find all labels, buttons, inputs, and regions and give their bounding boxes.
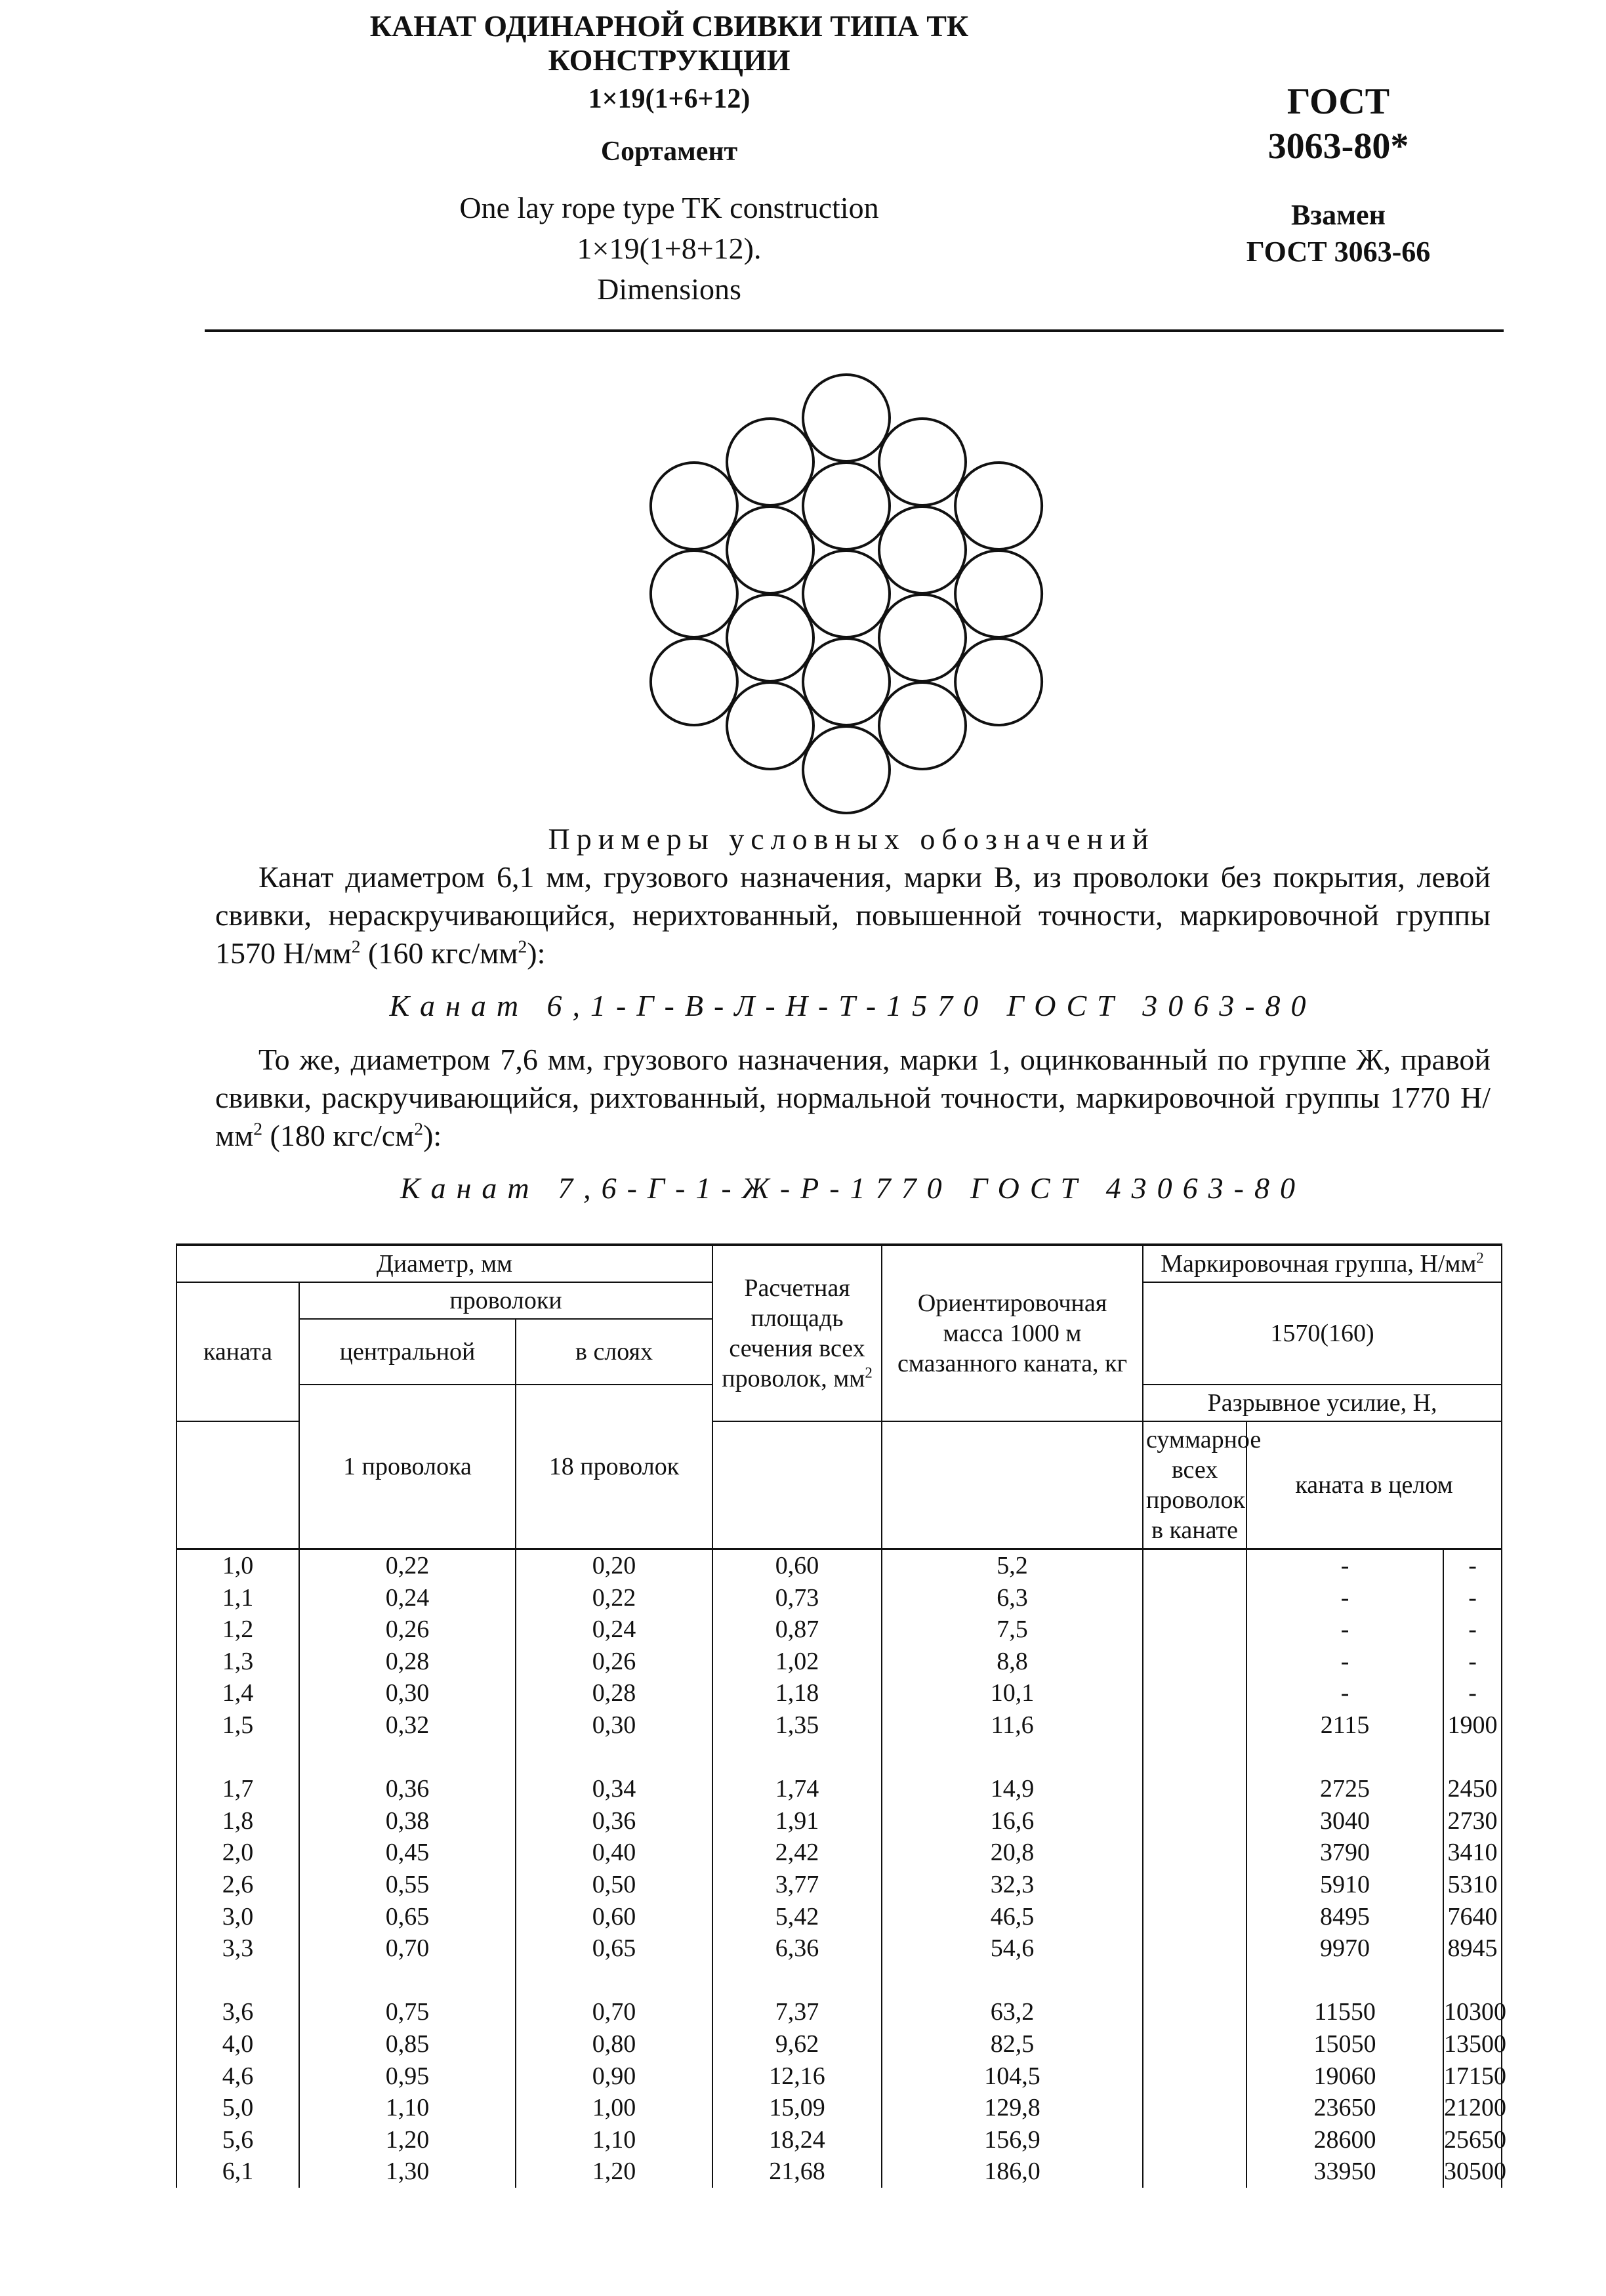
cell-blank [1143,1614,1246,1646]
cell-d: 6,1 [176,2156,299,2188]
header-rope: каната [176,1282,299,1421]
cell-d: 1,4 [176,1677,299,1709]
cell-c: 0,32 [299,1709,516,1742]
cell-s: 5910 [1246,1869,1443,1901]
title-line-1: КАНАТ ОДИНАРНОЙ СВИВКИ ТИПА ТК [369,9,969,43]
outer-layer-wire [727,682,813,769]
rope-specification-table [176,1243,1507,2188]
cell-d: 3,0 [176,1901,299,1933]
cell-d: 2,6 [176,1869,299,1901]
cell-blank [1143,2060,1246,2093]
outer-layer-wire [651,551,737,637]
table-row [176,1709,1502,1742]
cell-m: 10,1 [882,1677,1143,1709]
cell-m: 46,5 [882,1901,1143,1933]
header-wires: проволоки [299,1282,712,1319]
table-row [176,2028,1502,2060]
cell-s: - [1246,1646,1443,1678]
wire-group [651,375,1042,813]
table-spacer-row [176,1742,1502,1774]
cell-a: 1,18 [712,1677,882,1709]
cell-blank [1143,2156,1246,2188]
cell-r: - [1443,1677,1502,1709]
cell-a: 1,74 [712,1773,882,1805]
cell-blank [1143,1901,1246,1933]
table-row [176,2124,1502,2156]
cell-blank [1143,2092,1246,2124]
cell-d: 4,6 [176,2060,299,2093]
outer-layer-wire [879,419,966,505]
outer-layer-wire [651,463,737,549]
cell-a: 2,42 [712,1837,882,1869]
cell-l: 0,60 [516,1901,712,1933]
table-row [176,1646,1502,1678]
cell-blank [1143,1837,1246,1869]
cell-s: 33950 [1246,2156,1443,2188]
cell-c: 1,30 [299,2156,516,2188]
table-spacer-row [176,1965,1502,1997]
cell-r: - [1443,1614,1502,1646]
cell-m: 6,3 [882,1582,1143,1614]
header-blank [882,1421,1143,1549]
header-area: Расчетная площадь сечения всех проволок, $мм^2$ [712,1245,882,1421]
cell-c: 0,95 [299,2060,516,2093]
outer-layer-wire [727,419,813,505]
cell-l: 1,10 [516,2124,712,2156]
cell-a: 3,77 [712,1869,882,1901]
cell-s: - [1246,1549,1443,1582]
cell-blank [1143,1709,1246,1742]
table-row [176,1773,1502,1805]
cell-c: 0,24 [299,1582,516,1614]
cell-d: 1,1 [176,1582,299,1614]
cell-r: 10300 [1443,1996,1502,2028]
outer-layer-wire [955,463,1042,549]
table-row [176,1677,1502,1709]
header-rope-whole: каната в целом [1246,1421,1502,1549]
cell-d: 4,0 [176,2028,299,2060]
cell-blank [1143,1582,1246,1614]
header-mass: Ориентировочная масса 1000 м смазанного каната, кг [882,1245,1143,1421]
table-row [176,1901,1502,1933]
table-row [176,1614,1502,1646]
cell-s: - [1246,1582,1443,1614]
gost-label: ГОСТ [1287,81,1390,122]
header-divider [205,329,1504,332]
cell-blank [1143,1805,1246,1837]
cell-c: 0,65 [299,1901,516,1933]
examples-heading: Примеры условных обозначений [548,822,1155,856]
cell-s: 2115 [1246,1709,1443,1742]
replaces-standard: ГОСТ 3063-66 [1246,236,1431,268]
header-breaking-force: Разрывное усилие, Н, [1143,1385,1502,1421]
cell-blank [1143,1646,1246,1678]
cell-r: - [1443,1582,1502,1614]
cell-r: 30500 [1443,2156,1502,2188]
outer-layer-wire [955,638,1042,725]
example-1-text: Канат диаметром 6,1 мм, грузового назначения, марки В, из проволоки без покрытия, левой свивки, нераскручивающийся, нерихтованный, повышенной точности, маркировочной группы 1570 $Н/мм^2$ (160 кгс/$мм^2$): [215,860,1491,970]
cell-c: 1,20 [299,2124,516,2156]
cell-c: 0,30 [299,1677,516,1709]
cell-d: 1,0 [176,1549,299,1582]
example-2-text: То же, диаметром 7,6 мм, грузового назначения, марки 1, оцинкованный по группе Ж, правой свивки, раскручивающийся, рихтованный, нормальной точности, маркировочной группы 1770 $Н/мм^2$ (180 кгс/$см^2$): [215,1043,1491,1152]
cell-l: 0,36 [516,1805,712,1837]
cell-c: 0,28 [299,1646,516,1678]
cell-r: 13500 [1443,2028,1502,2060]
cell-s: - [1246,1677,1443,1709]
cell-a: 1,91 [712,1805,882,1837]
cell-a: 1,35 [712,1709,882,1742]
outer-layer-wire [803,726,890,813]
cell-s: 23650 [1246,2092,1443,2124]
cell-l: 0,90 [516,2060,712,2093]
header-marking-group: Маркировочная группа, $Н/мм^2$ [1143,1245,1502,1282]
cell-r: 1900 [1443,1709,1502,1742]
cell-c: 1,10 [299,2092,516,2124]
cell-l: 0,28 [516,1677,712,1709]
cell-r: 25650 [1443,2124,1502,2156]
cell-c: 0,36 [299,1773,516,1805]
header-mass-cont [712,1421,882,1549]
cell-m: 32,3 [882,1869,1143,1901]
inner-layer-wire [879,507,966,593]
cell-m: 20,8 [882,1837,1143,1869]
cell-m: 5,2 [882,1549,1143,1582]
cell-blank [1143,1773,1246,1805]
cell-l: 1,20 [516,2156,712,2188]
table-row [176,2156,1502,2188]
header-in-layers: в слоях [516,1319,712,1385]
table-row [176,1582,1502,1614]
cell-s: 3040 [1246,1805,1443,1837]
cell-m: 156,9 [882,2124,1143,2156]
cell-a: 0,73 [712,1582,882,1614]
cell-l: 1,00 [516,2092,712,2124]
cell-a: 0,87 [712,1614,882,1646]
english-title-2: 1×19(1+8+12). [577,232,762,265]
cell-s: 2725 [1246,1773,1443,1805]
cell-m: 104,5 [882,2060,1143,2093]
cell-d: 1,2 [176,1614,299,1646]
cell-c: 0,26 [299,1614,516,1646]
cell-l: 0,70 [516,1996,712,2028]
cell-d: 5,0 [176,2092,299,2124]
cell-l: 0,34 [516,1773,712,1805]
table-row [176,2060,1502,2093]
outer-layer-wire [879,682,966,769]
cell-d: 1,8 [176,1805,299,1837]
table-row [176,1869,1502,1901]
cell-a: 6,36 [712,1932,882,1965]
cell-r: 7640 [1443,1901,1502,1933]
cell-d: 1,7 [176,1773,299,1805]
cell-a: 9,62 [712,2028,882,2060]
header-diameter: Диаметр, мм [176,1245,712,1282]
cell-s: 19060 [1246,2060,1443,2093]
cell-r: 17150 [1443,2060,1502,2093]
table-row [176,2092,1502,2124]
table-row [176,1837,1502,1869]
table-row [176,1996,1502,2028]
cell-a: 0,60 [712,1549,882,1582]
construction-formula: 1×19(1+6+12) [588,84,751,114]
header-area-cont [176,1421,299,1549]
cell-r: - [1443,1549,1502,1582]
table-body [176,1549,1507,2188]
inner-layer-wire [803,638,890,725]
cell-l: 0,40 [516,1837,712,1869]
cell-l: 0,50 [516,1869,712,1901]
inner-layer-wire [803,463,890,549]
cell-r: 8945 [1443,1932,1502,1965]
cell-a: 5,42 [712,1901,882,1933]
gost-block [1181,79,1496,270]
cell-c: 0,85 [299,2028,516,2060]
title-line-2: КОНСТРУКЦИИ [548,43,791,77]
cell-l: 0,80 [516,2028,712,2060]
cell-blank [1143,2124,1246,2156]
outer-layer-wire [651,638,737,725]
header-central: центральной [299,1319,516,1385]
cell-l: 0,22 [516,1582,712,1614]
cell-c: 0,38 [299,1805,516,1837]
example-1-designation: Канат 6,1-Г-В-Л-Н-Т-1570 ГОСТ 3063-80 [389,989,1317,1022]
cell-blank [1143,1869,1246,1901]
central-wire [803,551,890,637]
cell-l: 0,24 [516,1614,712,1646]
rope-cross-section-diagram [630,367,1063,827]
cell-c: 0,75 [299,1996,516,2028]
table-row [176,1932,1502,1965]
outer-layer-wire [955,551,1042,637]
cell-c: 0,45 [299,1837,516,1869]
cell-l: 0,26 [516,1646,712,1678]
cell-m: 82,5 [882,2028,1143,2060]
cell-m: 54,6 [882,1932,1143,1965]
cell-r: 21200 [1443,2092,1502,2124]
title-block [197,9,1142,310]
cell-s: 28600 [1246,2124,1443,2156]
cell-a: 1,02 [712,1646,882,1678]
cell-s: 11550 [1246,1996,1443,2028]
replaces-label: Взамен [1291,199,1386,231]
cell-a: 21,68 [712,2156,882,2188]
cell-c: 0,55 [299,1869,516,1901]
cell-a: 18,24 [712,2124,882,2156]
cell-m: 63,2 [882,1996,1143,2028]
cell-d: 3,6 [176,1996,299,2028]
cell-m: 8,8 [882,1646,1143,1678]
cell-m: 11,6 [882,1709,1143,1742]
subtitle: Сортамент [600,136,738,167]
cell-s: 15050 [1246,2028,1443,2060]
cell-blank [1143,2028,1246,2060]
cell-s: 9970 [1246,1932,1443,1965]
cell-s: - [1246,1614,1443,1646]
english-title-1: One lay rope type TK construction [459,191,879,224]
cell-r: 2730 [1443,1805,1502,1837]
cell-d: 3,3 [176,1932,299,1965]
cell-d: 2,0 [176,1837,299,1869]
cell-r: 5310 [1443,1869,1502,1901]
header-sum-all-wires: суммарное всех проволок в канате [1143,1421,1246,1549]
inner-layer-wire [727,507,813,593]
cell-a: 12,16 [712,2060,882,2093]
table-row [176,1549,1502,1582]
cell-s: 3790 [1246,1837,1443,1869]
cell-a: 15,09 [712,2092,882,2124]
cell-l: 0,30 [516,1709,712,1742]
table-row [176,1805,1502,1837]
header-eighteen-wires: 18 проволок [516,1385,712,1549]
cell-blank [1143,1932,1246,1965]
cell-r: 2450 [1443,1773,1502,1805]
cell-l: 0,65 [516,1932,712,1965]
cell-c: 0,22 [299,1549,516,1582]
cell-blank [1143,1996,1246,2028]
cell-d: 5,6 [176,2124,299,2156]
cell-m: 186,0 [882,2156,1143,2188]
cell-d: 1,3 [176,1646,299,1678]
example-2-designation: Канат 7,6-Г-1-Ж-Р-1770 ГОСТ 43063-80 [400,1171,1306,1205]
english-title-3: Dimensions [597,272,741,306]
outer-layer-wire [803,375,890,461]
cell-r: - [1443,1646,1502,1678]
cell-d: 1,5 [176,1709,299,1742]
inner-layer-wire [727,595,813,681]
cell-m: 16,6 [882,1805,1143,1837]
inner-layer-wire [879,595,966,681]
designation-examples [215,820,1491,1223]
cell-a: 7,37 [712,1996,882,2028]
header-group-1570: 1570(160) [1143,1282,1502,1385]
cell-s: 8495 [1246,1901,1443,1933]
cell-blank [1143,1677,1246,1709]
header-one-wire: 1 проволока [299,1385,516,1549]
cell-c: 0,70 [299,1932,516,1965]
cell-m: 129,8 [882,2092,1143,2124]
gost-number: 3063-80* [1267,126,1409,167]
cell-m: 7,5 [882,1614,1143,1646]
cell-l: 0,20 [516,1549,712,1582]
cell-blank [1143,1549,1246,1582]
cell-m: 14,9 [882,1773,1143,1805]
cell-r: 3410 [1443,1837,1502,1869]
